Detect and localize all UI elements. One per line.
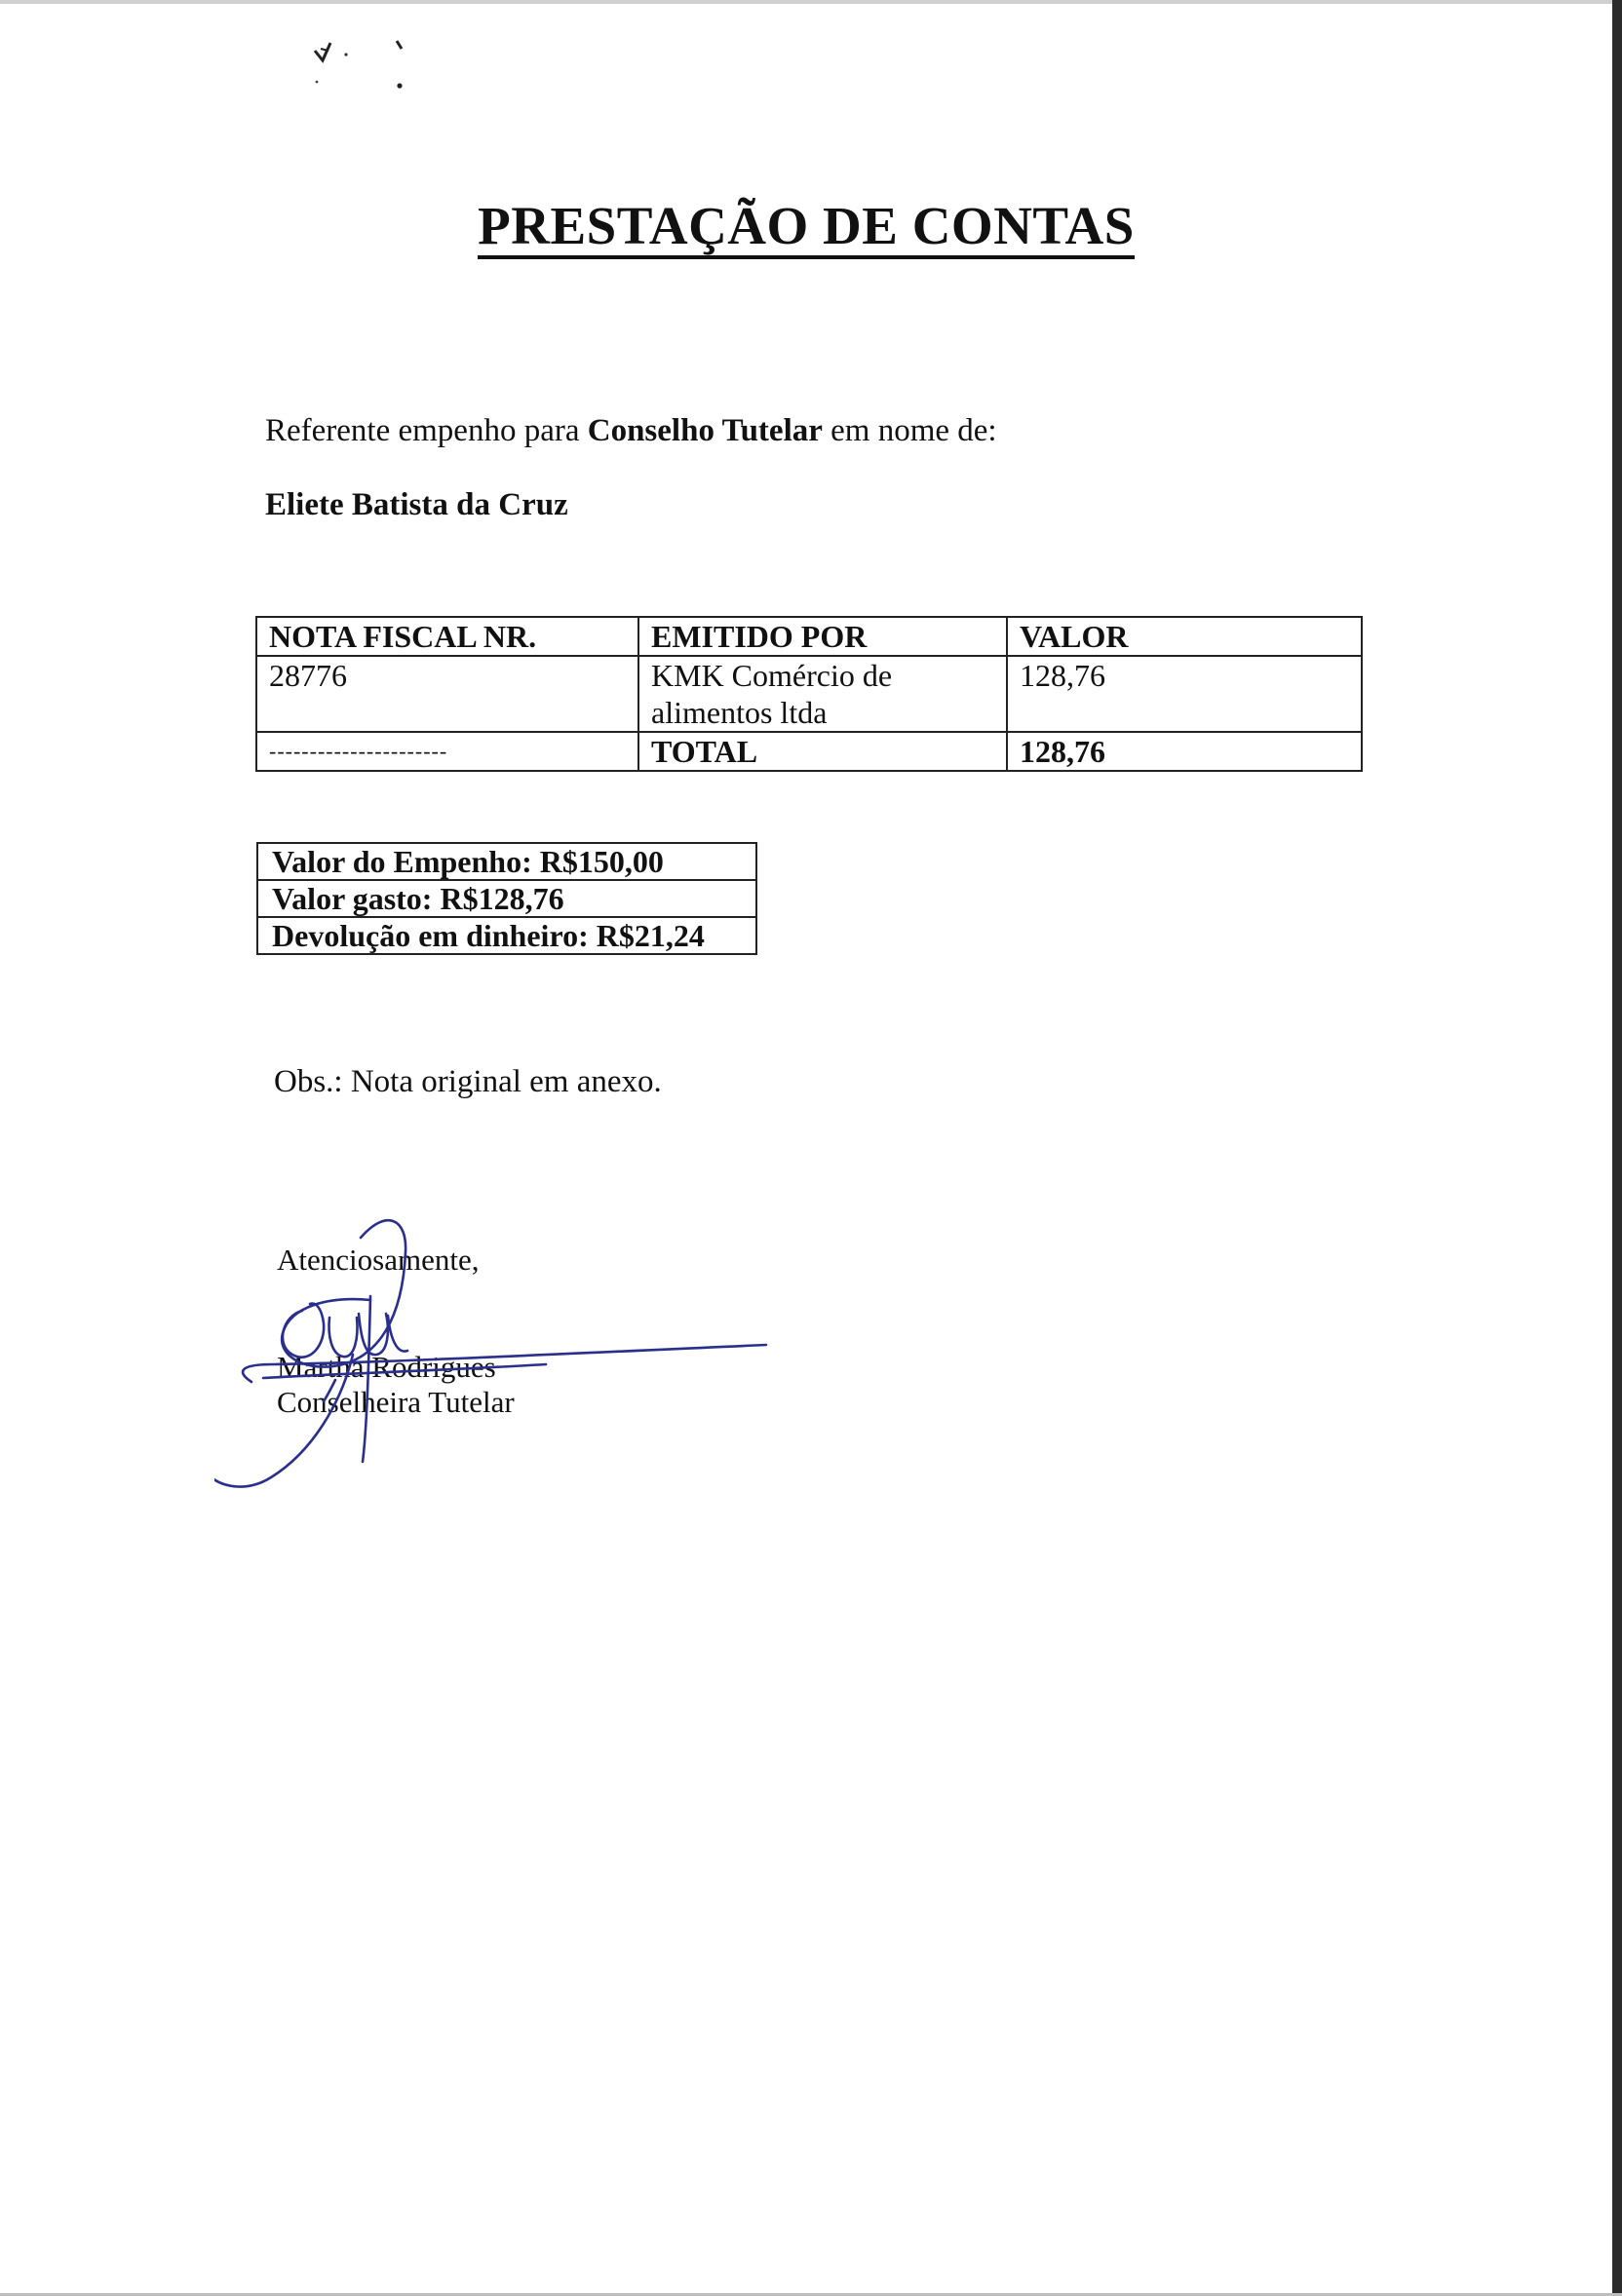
spent-amount: Valor gasto: R$128,76 xyxy=(257,880,756,917)
signer-role: Conselheira Tutelar xyxy=(277,1385,515,1419)
total-label: TOTAL xyxy=(638,732,1007,771)
reference-prefix: Referente empenho para xyxy=(265,413,588,448)
total-value: 128,76 xyxy=(1007,732,1362,771)
header-issuer: EMITIDO POR xyxy=(638,617,1007,656)
beneficiary-name: Eliete Batista da Cruz xyxy=(265,487,568,522)
invoice-table-header xyxy=(256,617,1362,656)
observation-note: Obs.: Nota original em anexo. xyxy=(274,1064,662,1099)
closing-salutation: Atenciosamente, xyxy=(277,1243,480,1277)
handwritten-signature xyxy=(214,1208,780,1501)
invoice-number-cell: 28776 xyxy=(256,656,638,732)
total-row xyxy=(256,732,1362,771)
page-title-text: PRESTAÇÃO DE CONTAS xyxy=(478,196,1135,259)
page-right-edge xyxy=(1612,0,1622,2296)
summary-table xyxy=(256,842,757,955)
summary-row xyxy=(257,880,756,917)
summary-row xyxy=(257,917,756,954)
invoice-table xyxy=(255,616,1363,772)
issuer-cell: KMK Comércio de alimentos ltda xyxy=(638,656,1007,732)
header-value: VALOR xyxy=(1007,617,1362,656)
value-cell: 128,76 xyxy=(1007,656,1362,732)
reference-suffix: em nome de: xyxy=(822,413,997,448)
reference-line xyxy=(265,413,997,449)
signer-name: Martha Rodrigues xyxy=(277,1350,496,1384)
committed-amount: Valor do Empenho: R$150,00 xyxy=(257,843,756,880)
page-title xyxy=(0,195,1612,256)
page-top-edge xyxy=(0,0,1622,4)
table-row xyxy=(256,656,1362,732)
refund-amount: Devolução em dinheiro: R$21,24 xyxy=(257,917,756,954)
summary-row xyxy=(257,843,756,880)
scan-marks xyxy=(307,21,424,99)
reference-entity: Conselho Tutelar xyxy=(587,413,823,448)
total-placeholder: ---------------------- xyxy=(256,732,638,771)
header-invoice-number: NOTA FISCAL NR. xyxy=(256,617,638,656)
